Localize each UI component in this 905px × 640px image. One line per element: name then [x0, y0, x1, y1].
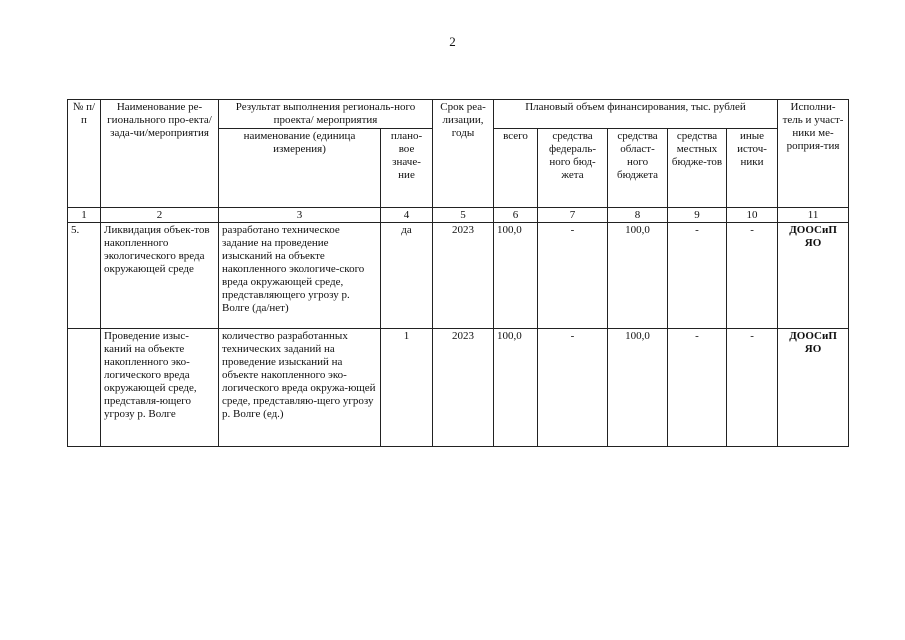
row-other: -	[727, 329, 778, 447]
column-number: 5	[433, 208, 494, 223]
column-number: 2	[101, 208, 219, 223]
row-federal: -	[538, 223, 608, 329]
row-project-name: Ликвидация объек-тов накопленного экологического вреда окружающей среде	[101, 223, 219, 329]
column-number: 10	[727, 208, 778, 223]
table-row	[68, 223, 849, 329]
row-year: 2023	[433, 329, 494, 447]
column-number: 11	[778, 208, 849, 223]
header-financing-group: Плановый объем финансирования, тыс. рублей	[494, 100, 778, 129]
header-other: иные источ-ники	[727, 129, 778, 208]
row-other: -	[727, 223, 778, 329]
header-total: всего	[494, 129, 538, 208]
header-num: № п/п	[68, 100, 101, 208]
header-result-name: наименование (единица измерения)	[219, 129, 381, 208]
row-result: количество разработанных технических заданий на проведение изысканий на объекте накопленного эко-логического вреда окружа-ющей среде, представляю-щего угрозу р. Волге (ед.)	[219, 329, 381, 447]
row-federal: -	[538, 329, 608, 447]
row-local: -	[668, 223, 727, 329]
row-regional: 100,0	[608, 329, 668, 447]
column-number: 1	[68, 208, 101, 223]
header-result-group: Результат выполнения региональ-ного проекта/ мероприятия	[219, 100, 433, 129]
row-num: 5.	[68, 223, 101, 329]
column-number: 6	[494, 208, 538, 223]
financing-table	[67, 99, 849, 447]
header-federal: средства федераль-ного бюд-жета	[538, 129, 608, 208]
row-total: 100,0	[494, 329, 538, 447]
row-executor: ДООСиП ЯО	[778, 223, 849, 329]
row-regional: 100,0	[608, 223, 668, 329]
column-number-row	[68, 208, 849, 223]
table-row	[68, 329, 849, 447]
row-plan-value: 1	[381, 329, 433, 447]
header-executor: Исполни-тель и участ-ники ме-роприя-тия	[778, 100, 849, 208]
header-term: Срок реа-лизации, годы	[433, 100, 494, 208]
row-executor: ДООСиП ЯО	[778, 329, 849, 447]
column-number: 4	[381, 208, 433, 223]
column-number: 9	[668, 208, 727, 223]
header-row-1	[68, 100, 849, 129]
column-number: 7	[538, 208, 608, 223]
row-plan-value: да	[381, 223, 433, 329]
column-number: 3	[219, 208, 381, 223]
row-project-name: Проведение изыс-каний на объекте накопленного эко-логического вреда окружающей среде, представля-ющего угрозу р. Волге	[101, 329, 219, 447]
header-plan-value: плано-вое значе-ние	[381, 129, 433, 208]
row-year: 2023	[433, 223, 494, 329]
header-regional: средства област-ного бюджета	[608, 129, 668, 208]
row-local: -	[668, 329, 727, 447]
header-project-name: Наименование ре-гионального про-екта/зада-чи/мероприятия	[101, 100, 219, 208]
header-local: средства местных бюдже-тов	[668, 129, 727, 208]
column-number: 8	[608, 208, 668, 223]
row-num	[68, 329, 101, 447]
page-number: 2	[449, 34, 456, 49]
row-result: разработано техническое задание на проведение изысканий на объекте накопленного экологиче-ского вреда окружающей среде, представляющего угрозу р. Волге (да/нет)	[219, 223, 381, 329]
row-total: 100,0	[494, 223, 538, 329]
